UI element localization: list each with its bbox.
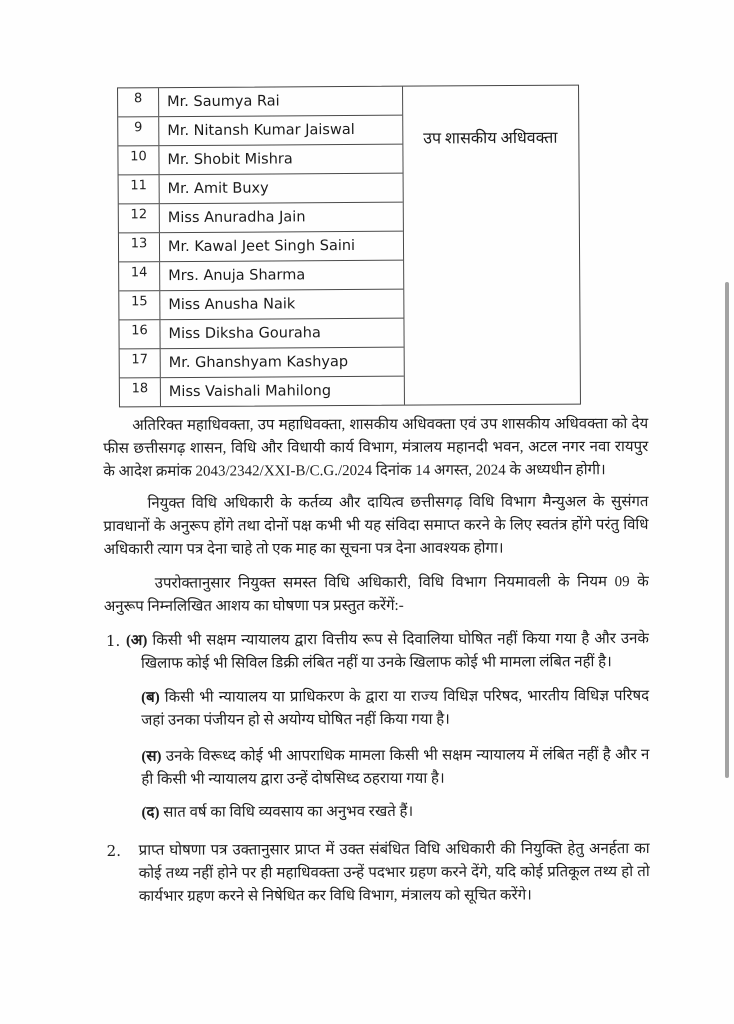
document-body xyxy=(103,413,650,909)
sub-item-s-label: (स) xyxy=(141,748,162,765)
sub-item-a xyxy=(125,628,649,676)
name-cell: Miss Anuradha Jain xyxy=(167,209,306,227)
list-item-1 xyxy=(104,628,650,825)
serial-cell: 17 xyxy=(120,349,161,377)
name-cell: Mr. Kawal Jeet Singh Saini xyxy=(167,237,356,256)
sub-item-d-label: (द) xyxy=(141,804,160,821)
list-item-2 xyxy=(105,838,650,909)
serial-cell: 16 xyxy=(119,320,160,348)
table-row xyxy=(119,174,403,205)
sub-item-s xyxy=(141,744,649,792)
name-cell: Mr. Saumya Rai xyxy=(167,93,280,111)
table-row xyxy=(118,116,402,147)
name-cell: Mr. Ghanshyam Kashyap xyxy=(168,354,349,372)
table-row xyxy=(119,203,403,234)
table-row xyxy=(118,145,402,176)
sub-item-a-text: किसी भी सक्षम न्यायालय द्वारा वित्तीय रूप से दिवालिया घोषित नहीं किया गया है और उनके खिलाफ कोई भी सिविल डिक्री लंबित नहीं या उनके खिलाफ कोई भी मामला लंबित नहीं है। xyxy=(140,631,649,672)
serial-cell: 8 xyxy=(118,88,159,116)
sub-item-b-label: (ब) xyxy=(141,689,160,706)
sub-item-b-text: किसी भी न्यायालय या प्राधिकरण के द्वारा या राज्य विधिज्ञ परिषद, भारतीय विधिज्ञ परिषद जहां उनका पंजीयन हो से अयोग्य घोषित नहीं किया गया है। xyxy=(141,688,650,729)
serial-cell: 15 xyxy=(119,291,160,319)
declaration-list xyxy=(104,628,650,909)
list-item-2-text: प्राप्त घोषणा पत्र उक्तानुसार प्राप्त में उक्त संबंधित विधि अधिकारी की नियुक्ति हेतु अनर्हता का कोई तथ्य नहीं होने पर ही महाधिवक्ता उन्हें पदभार ग्रहण करने देंगे, यदि कोई प्रतिकूल तथ्य हो तो कार्यभार ग्रहण करने से निषेधित कर विधि विभाग, मंत्रालय को सूचित करेंगे। xyxy=(138,841,650,905)
serial-cell: 9 xyxy=(118,117,159,145)
serial-cell: 12 xyxy=(119,204,160,232)
scan-artifact-bar xyxy=(725,282,729,778)
name-cell: Mr. Amit Buxy xyxy=(167,180,269,198)
table-row xyxy=(119,232,403,263)
serial-cell: 14 xyxy=(119,262,160,290)
sub-item-a-label: (अ) xyxy=(125,632,148,649)
serial-cell: 13 xyxy=(119,233,160,261)
serial-cell: 10 xyxy=(118,146,159,174)
name-cell: Mrs. Anuja Sharma xyxy=(168,267,306,285)
name-cell: Mr. Nitansh Kumar Jaiswal xyxy=(167,121,355,140)
table-row xyxy=(120,377,404,407)
serial-cell: 11 xyxy=(119,175,160,203)
name-cell: Miss Anusha Naik xyxy=(168,296,296,314)
appointees-table-left-columns xyxy=(118,87,404,407)
designation-merged-cell: उप शासकीय अधिवक्ता xyxy=(402,86,579,405)
table-row xyxy=(118,87,402,118)
sub-item-d xyxy=(141,800,649,825)
serial-cell: 18 xyxy=(120,378,161,406)
name-cell: Miss Diksha Gouraha xyxy=(168,325,321,343)
table-row xyxy=(119,290,403,321)
list-number-1: 1. xyxy=(105,631,121,650)
table-row xyxy=(119,261,403,292)
sub-item-d-text: सात वर्ष का विधि व्यवसाय का अनुभव रखते हैं। xyxy=(163,803,414,821)
sub-item-s-text: उनके विरूध्द कोई भी आपराधिक मामला किसी भी सक्षम न्यायालय में लंबित नहीं है और न ही किसी भी न्यायालय द्वारा उन्हें दोषसिध्द ठहराया गया है। xyxy=(141,747,650,788)
sub-item-b xyxy=(141,685,649,733)
name-cell: Mr. Shobit Mishra xyxy=(167,151,293,169)
table-row xyxy=(119,319,403,350)
list-number-2: 2. xyxy=(106,841,122,860)
paragraph-duties: नियुक्त विधि अधिकारी के कर्तव्य और दायित्व छत्तीसगढ़ विधि विभाग मैन्युअल के सुसंगत प्रावधानों के अनुरूप होंगे तथा दोनों पक्ष कभी भी यह संविदा समाप्त करने के लिए स्वतंत्र होंगे परंतु विधि अधिकारी त्याग पत्र देना चाहे तो एक माह का सूचना पत्र देना आवश्यक होगा। xyxy=(103,494,649,558)
paragraph-declaration-intro: उपरोक्तानुसार नियुक्त समस्त विधि अधिकारी, विधि विभाग नियमावली के नियम 09 के अनुरूप निम्नलिखित आशय का घोषणा पत्र प्रस्तुत करेंगें:- xyxy=(103,574,649,615)
table-row xyxy=(120,348,404,379)
paragraph-fees-order: अतिरिक्त महाधिवक्ता, उप महाधिवक्ता, शासकीय अधिवक्ता एवं उप शासकीय अधिवक्ता को देय फीस छत्तीसगढ़ शासन, विधि और विधायी कार्य विभाग, मंत्रालय महानदी भवन, अटल नगर नवा रायपुर के आदेश क्रमांक 2043/2342/XXI-B/C.G./2024 दिनांक 14 अगस्त, 2024 के अध्यधीन होगी। xyxy=(103,416,649,480)
name-cell: Miss Vaishali Mahilong xyxy=(168,383,332,401)
appointees-table xyxy=(117,85,581,408)
